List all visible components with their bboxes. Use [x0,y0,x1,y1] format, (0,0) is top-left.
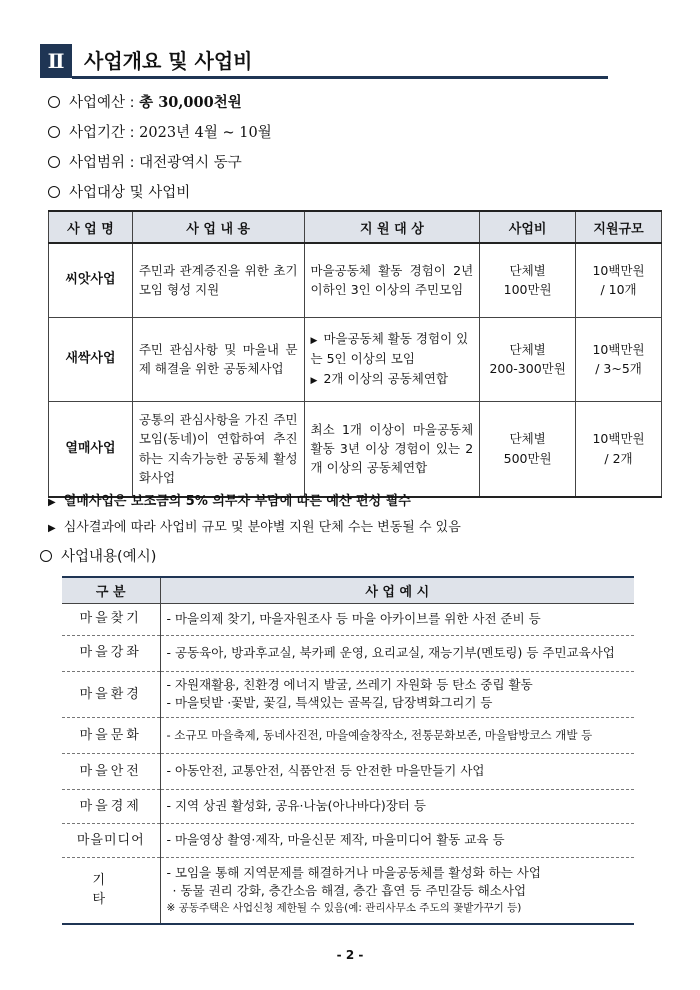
table-row [62,603,634,635]
project-cost [480,317,576,401]
note-text: 심사결과에 따라 사업비 규모 및 분야별 지원 단체 수는 변동될 수 있음 [63,520,461,535]
cost-line-2: 500만원 [503,450,552,466]
examples-table [62,576,634,925]
cost-line-1: 단체별 [509,341,546,357]
example-description [160,671,634,718]
budget-label: 사업예산 : [69,95,140,111]
project-scale [576,243,662,317]
triangle-bullet-icon: ▶ [48,523,56,534]
table-row [62,824,634,858]
scale-line-2: / 10개 [600,282,637,298]
examples-table-header [62,577,634,603]
budget-table-header [49,211,662,243]
example-description: - 지역 상권 활성화, 공유·나눔(아나바다)장터 등 [160,790,634,824]
header-cost: 사업비 [480,211,576,243]
project-content: 주민 관심사항 및 마을내 문제 해결을 위한 공동체사업 [132,317,304,401]
example-description [160,858,634,924]
circle-bullet-icon [48,96,60,108]
note-line [48,518,461,539]
table-row [62,754,634,790]
page-number: - 2 - [336,948,364,962]
example-line: - 자원재활용, 친환경 에너지 발굴, 쓰레기 자원화 등 탄소 중립 활동 [166,676,533,692]
project-scale [576,317,662,401]
example-line: - 모임을 통해 지역문제를 해결하거나 마을공동체를 활성화 하는 사업 [166,864,541,880]
table-row [62,718,634,754]
example-description: - 소규모 마을축제, 동네사진전, 마을예술창작소, 전통문화보존, 마을탐방코스 개발 등 [160,718,634,754]
example-category: 기 타 [62,858,160,924]
scope-label: 사업범위 : 대전광역시 동구 [69,155,242,171]
project-scale [576,401,662,497]
circle-bullet-icon [48,186,60,198]
header-project-content: 사 업 내 용 [132,211,304,243]
table-row [62,790,634,824]
table-row [62,635,634,671]
table-row [49,243,662,317]
triangle-bullet-icon: ▶ [310,336,318,347]
support-target: 마을공동체 활동 경험이 2년 이하인 3인 이상의 주민모임 [304,243,480,317]
triangle-bullet-icon: ▶ [48,497,56,508]
support-target: 최소 1개 이상이 마을공동체 활동 3년 이상 경험이 있는 2개 이상의 공동체연합 [304,401,480,497]
example-description: - 아동안전, 교통안전, 식품안전 등 안전한 마을만들기 사업 [160,754,634,790]
project-name: 열매사업 [49,401,133,497]
target-label: 사업대상 및 사업비 [69,185,191,201]
header-category: 구 분 [62,577,160,603]
cost-line-1: 단체별 [509,431,546,447]
project-cost [480,243,576,317]
example-category: 마을경제 [62,790,160,824]
table-row [62,858,634,924]
budget-table [48,210,662,498]
project-content: 공통의 관심사항을 가진 주민모임(동네)이 연합하여 추진하는 지속가능한 공동체 활성화사업 [132,401,304,497]
scale-line-2: / 3~5개 [595,361,642,376]
note-text: 열매사업은 보조금의 5% 의무자 부담에 따른 예산 편성 필수 [63,494,411,509]
example-category: 마을찾기 [62,603,160,635]
support-target [304,317,480,401]
circle-bullet-icon [40,550,52,562]
cost-line-2: 100만원 [503,282,552,298]
scope-line [48,152,242,174]
budget-value: 총 30,000천원 [139,94,242,111]
target-item: ▶ 2개 이상의 공동체연합 [310,370,449,386]
circle-bullet-icon [48,156,60,168]
header-support-target: 지 원 대 상 [304,211,480,243]
example-footnote: ※ 공동주택은 사업신청 제한될 수 있음(예: 관리사무소 주도의 꽃밭가꾸기 등) [166,902,522,915]
header-scale: 지원규모 [576,211,662,243]
example-description: - 마을영상 촬영·제작, 마을신문 제작, 마을미디어 활동 교육 등 [160,824,634,858]
example-line: - 마을텃밭 ·꽃밭, 꽃길, 특색있는 골목길, 담장벽화그리기 등 [166,695,493,711]
cost-line-1: 단체별 [509,262,546,278]
title-underline [72,76,608,79]
example-category: 마을강좌 [62,635,160,671]
project-name: 새싹사업 [49,317,133,401]
scale-line-1: 10백만원 [592,341,645,357]
target-item: ▶ 마을공동체 활동 경험이 있는 5인 이상의 모임 [310,331,469,367]
section-number-badge: Ⅱ [40,44,72,78]
example-category: 마을환경 [62,671,160,718]
note-line [48,492,411,513]
scale-line-1: 10백만원 [592,262,645,278]
project-name: 씨앗사업 [49,243,133,317]
example-description: - 마을의제 찾기, 마을자원조사 등 마을 아카이브를 위한 사전 준비 등 [160,603,634,635]
example-description: - 공동육아, 방과후교실, 북카페 운영, 요리교실, 재능기부(멘토링) 등 주민교육사업 [160,635,634,671]
example-category: 마을문화 [62,718,160,754]
examples-title-line [40,546,156,568]
table-row [49,317,662,401]
examples-title: 사업내용(예시) [61,549,157,565]
table-row [62,671,634,718]
project-cost [480,401,576,497]
header-examples: 사 업 예 시 [160,577,634,603]
target-line [48,182,190,204]
period-line [48,122,272,144]
section-header [40,44,608,80]
cost-line-2: 200-300만원 [489,361,566,376]
circle-bullet-icon [48,126,60,138]
project-content: 주민과 관계증진을 위한 초기모임 형성 지원 [132,243,304,317]
period-label: 사업기간 : [69,125,140,141]
budget-line [48,92,242,114]
table-row [49,401,662,497]
example-category: 마을미디어 [62,824,160,858]
example-line: · 동물 권리 강화, 층간소음 해결, 층간 흡연 등 주민갈등 해소사업 [172,883,527,899]
period-value: 2023년 4월 ~ 10월 [139,125,272,141]
header-project-name: 사 업 명 [49,211,133,243]
triangle-bullet-icon: ▶ [310,375,318,386]
section-title: 사업개요 및 사업비 [84,49,253,73]
scale-line-1: 10백만원 [592,431,645,447]
example-category: 마을안전 [62,754,160,790]
scale-line-2: / 2개 [604,450,633,466]
